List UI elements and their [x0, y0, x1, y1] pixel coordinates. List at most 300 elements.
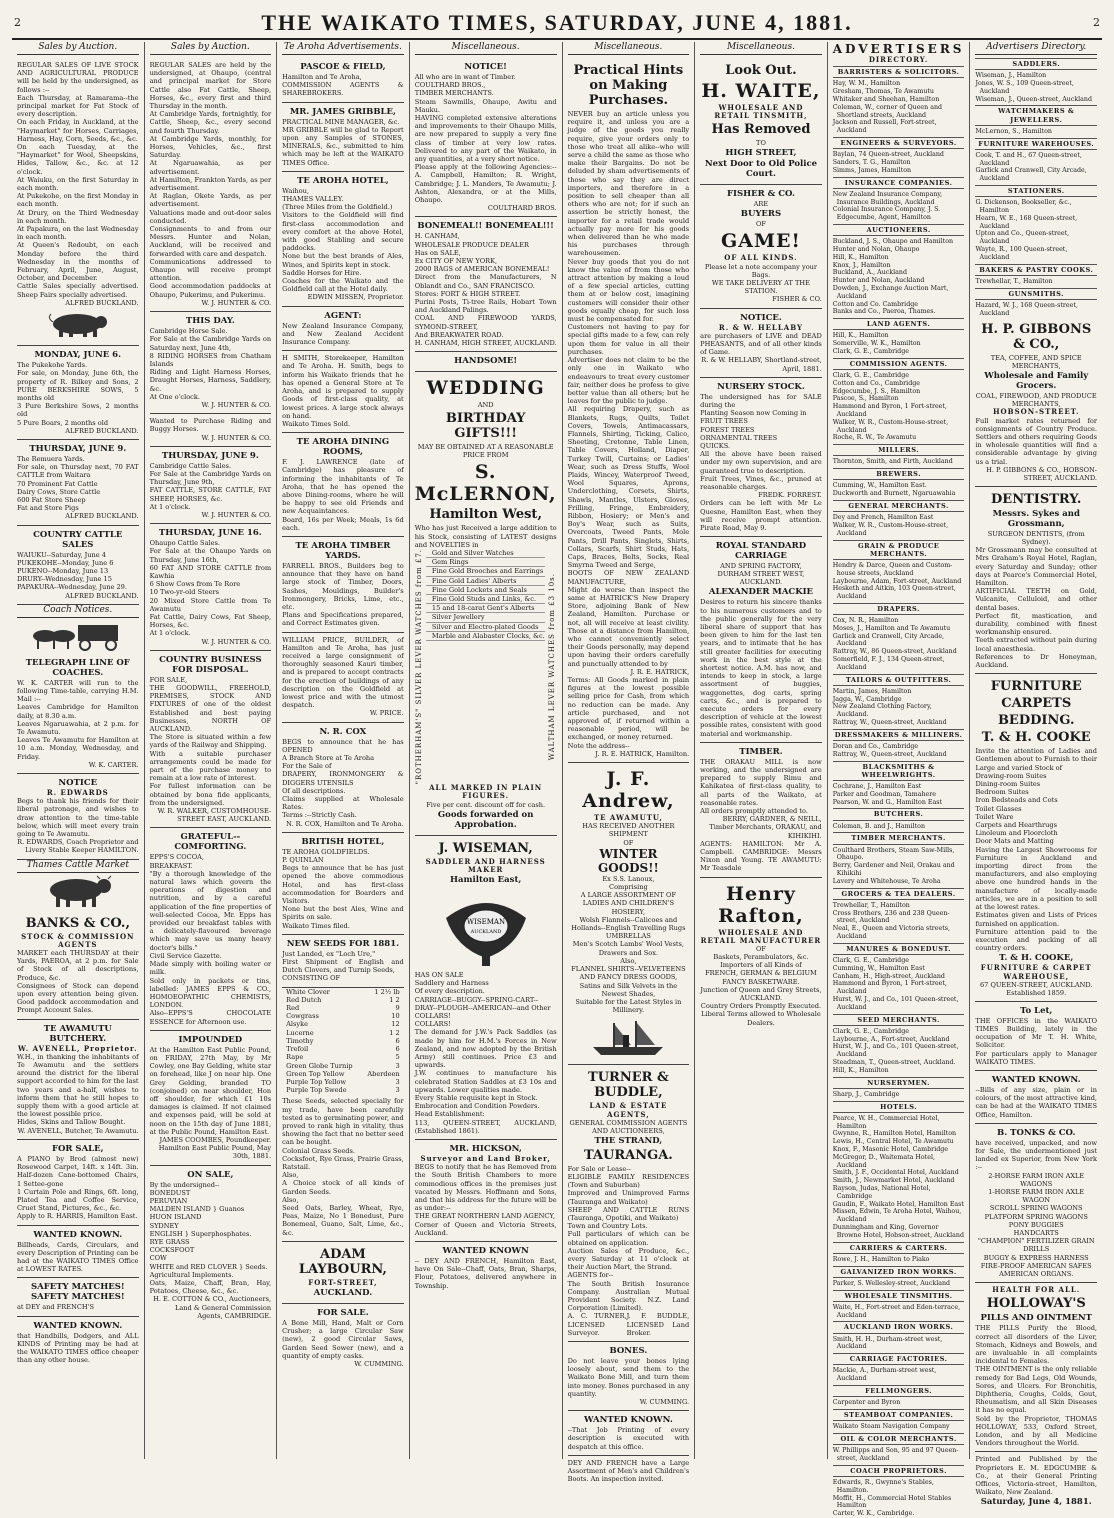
- aroha-ad-line: COMMISSION AGENTS & SHAREBROKERS.: [282, 81, 404, 98]
- auction-ad-line: At Raglan, Okete Yards, as per advertisement.: [149, 192, 272, 209]
- auction-ad-line: Cambridge Horse Sale.: [149, 327, 228, 336]
- seed-name: Purple Top Swede: [286, 1086, 347, 1095]
- directory-entry: Rattray, W., Queen-street, Auckland: [832, 719, 947, 727]
- aroha-ad: [282, 633, 404, 723]
- timber-ad: [700, 743, 822, 878]
- directory-entry: Rowe, J. H., Hamilton to Piako: [832, 1255, 930, 1263]
- gibbons-line: Full market rates returned for consignments of Country Produce. Settlers and others requiring Goods in wholesale quantities will find a considerable advantage by giving us a trial.: [975, 416, 1098, 466]
- folio-right: 2: [1093, 16, 1100, 29]
- fisher-of: OF: [755, 220, 766, 229]
- directory-entry: Duckworth and Burnett, Ngaruawahia: [832, 490, 956, 498]
- auction-ad-line: For Sale at the Cambridge Yards on Saturday next, June 4th,: [149, 335, 272, 352]
- timber-ad-heading: TIMBER.: [739, 746, 783, 757]
- aroha-ad-line: WILLIAM PRICE, BUILDER, of Hamilton and Te Aroha, has just received a large consignment of thoroughly seasoned Kauri timber, and is prepared to accept contracts for the erection of buildings of any description on the Goldfield at lowest price and with the utmost despatch.: [282, 635, 404, 710]
- seed-row: [282, 996, 404, 1004]
- directory-entry: Waikato Steam Navigation Company: [832, 1423, 950, 1431]
- auction-ad-heading: THURSDAY, JUNE 16.: [158, 528, 262, 539]
- turner-line: Town and Country Lots.: [567, 1222, 648, 1231]
- misc-ad-heading: NOTICE!: [464, 62, 507, 72]
- directory-entry: Cook, T. and H., 67 Queen-street, Auckland: [975, 151, 1082, 167]
- nursery-ad-line: Planting Season now Coming in: [700, 409, 807, 418]
- safety-ad-line: at DEY and FRENCH'S: [17, 1303, 94, 1312]
- andrew-sub: TE AWAMUTU,: [593, 813, 663, 823]
- turner-ad: [568, 1065, 690, 1342]
- auction-ad-line: Oats, Maize, Chaff, Bran, Hay, Potatoes, Cheese, &c., &c.: [149, 1279, 272, 1296]
- gibbons-sub: TEA, COFFEE, AND SPICE MERCHANTS,: [990, 354, 1082, 371]
- butchery-ad-signature: W. AVENELL, Butcher, Te Awamutu.: [17, 1126, 139, 1135]
- seed-name: Trefoil: [286, 1045, 309, 1054]
- directory-entry: Waite, H., Fort-street and Eden-terrace, Auckland: [832, 1303, 961, 1319]
- nursery-ad-line: ORNAMENTAL TREES: [700, 433, 778, 442]
- auction-ad-line: 3 Pure Berkshire Sows, 2 months old: [17, 402, 139, 419]
- wanted-ad-line: --That Job Printing of every description is executed with despatch at this office.: [567, 1426, 690, 1451]
- directory-entry: Gaudin, F., Waikato Hotel, Hamilton East: [832, 1200, 964, 1208]
- hints-terms: Terms: All Goods marked in plain figures at the lowest possible selling price for Cash, from which no reduction can be made. Any article purchased, and not approved of, if returned within a reasonable period, will be exchanged, or money returned.: [567, 676, 690, 742]
- wiseman-line: Saddlery and Harness: [414, 979, 489, 988]
- seed-price: Aberdeen: [367, 1069, 400, 1078]
- aroha-ad-line: Terms :--Strictly Cash.: [282, 811, 357, 820]
- seed-price: 3: [395, 1077, 400, 1086]
- imprint: [975, 1452, 1097, 1512]
- wedding-and: AND: [477, 401, 494, 410]
- seed-row: [282, 1078, 404, 1086]
- auction-ad-signature: H. E. COTTON & CO., Auctioneers, Land & General Commission Agents, CAMBRIDGE.: [153, 1295, 272, 1320]
- aroha-ad-line: Plans and Specifications prepared, and Correct Estimates given.: [282, 611, 404, 628]
- coach-ad-heading: TELEGRAPH LINE OF COACHES.: [25, 657, 130, 678]
- tonks-ad-line: AMERICAN ORGANS.: [999, 1270, 1074, 1278]
- directory-title: ADVERTISERS: [832, 42, 965, 56]
- fisher-are: ARE: [753, 200, 769, 209]
- seed-name: Green Globe Turnip: [286, 1061, 353, 1070]
- directory-entry: Doran and Co., Cambridge: [832, 743, 919, 751]
- column-7: [828, 42, 971, 1518]
- turner-line: ELIGIBLE FAMILY RESIDENCES (Town and Suburban): [567, 1172, 690, 1190]
- directory-entry: New Zealand Insurance Company, Insurance Buildings, Auckland: [832, 190, 943, 206]
- auction-ad-line: By the undersigned--: [149, 1180, 220, 1189]
- wiseman-line: HAS ON SALE: [414, 970, 464, 979]
- aroha-ad-line: Board, 16s per Week; Meals, 1s 6d each.: [282, 515, 404, 532]
- section-heading: Thames Cattle Market: [17, 860, 139, 873]
- auction-ad-line: For sale, on Monday, June 6th, the property of R. Bilkey and Sons, 2 PURE BERKSHIRE SOWS, 5 months old: [17, 369, 139, 402]
- turner-line: For Sale or Lease--: [567, 1164, 631, 1173]
- auction-ad: [17, 58, 139, 346]
- auction-ad-line: COW: [149, 1254, 167, 1263]
- directory-category: BAKERS & PASTRY COOKS.: [975, 264, 1097, 276]
- auction-ad-signature: W. J. HUNTER & CO.: [201, 637, 272, 646]
- wedding-heading-2: BIRTHDAY GIFTS!!!: [445, 411, 526, 442]
- directory-entry: Hunter and Nolan, Ohaupo: [832, 245, 920, 253]
- wanted1-ad-heading: WANTED KNOWN.: [33, 1229, 123, 1240]
- hellaby-ad-sub: R. & W. HELLABY: [718, 322, 803, 332]
- directory-category: LAND AGENTS.: [833, 318, 965, 330]
- auction-ad-heading: IMPOUNDED: [178, 1034, 243, 1045]
- auction-ad-line: Fat Cattle, Dairy Cows, Fat Sheep, Horses, &c.: [149, 612, 272, 630]
- auction-ad-line: At Cambridge Yards, fortnightly, for Cattle, Sheep, &c., every second and fourth Thursday.: [149, 110, 272, 135]
- hints-line: Advertiser does not claim to be the only one in Waikato who endeavours to treat every customer fair, neither does he profess to give better value than all others; but he leaves for the public to judge.: [567, 356, 690, 406]
- directory-entry: Wayte, R., 100 Queen-street, Auckland: [975, 245, 1068, 261]
- seed-row: [282, 1062, 404, 1070]
- safety-ad-heading: SAFETY MATCHES! SAFETY MATCHES!: [30, 1282, 125, 1303]
- fisher-line: WE TAKE DELIVERY AT THE STATION.: [711, 279, 810, 296]
- seed-table: [282, 988, 404, 1095]
- directory-entry: Clark, G. E., Cambridge: [832, 957, 909, 965]
- directory-entry: Baylan, 74 Queen-street, Auckland: [832, 151, 944, 159]
- auction-ad-line: At 1 o'clock.: [149, 629, 191, 638]
- section-heading: Miscellaneous.: [415, 42, 557, 55]
- hickson-line: Corner of Queen and Victoria Streets, Auckland.: [414, 1220, 557, 1237]
- auction-ad-line: At Drury, on the Third Wednesday in each month.: [17, 208, 139, 225]
- wanted2-ad: [17, 1317, 139, 1369]
- wanted1-ad: [17, 1226, 139, 1279]
- seed-row: [282, 1012, 404, 1020]
- aroha-ad-line: First Shipment of English and Dutch Clovers, and Turnip Seeds,: [282, 958, 404, 975]
- tonks-ad-line: 2-HORSE FARM IRON AXLE WAGONS: [988, 1171, 1085, 1188]
- auction-ad: [150, 524, 272, 651]
- auction-ad: [150, 312, 272, 414]
- directory-entry: Hill, K., Hamilton: [832, 253, 889, 261]
- directory-entry: Jagga, W., Cambridge: [832, 695, 902, 703]
- banks-line: MARKET each THURSDAY at their Yards, PAEROA, at 2 p.m. for Sale of Stock of all descriptions, Produce, &c.: [17, 949, 139, 982]
- aroha-ad-line: THAMES VALLEY.: [282, 195, 344, 204]
- column-5: [563, 42, 696, 1484]
- misc-ad-line: Direct from the Manufacturers, N Oblandt and Co., SAN FRANCISCO.: [414, 273, 557, 290]
- wedding-sub: MAY BE OBTAINED AT A REASONABLE PRICE FROM: [417, 443, 554, 460]
- waite-trade: WHOLESALE AND RETAIL TINSMITH,: [714, 103, 808, 121]
- wedding-item: Fine Gold Brooches and Earrings: [426, 567, 546, 576]
- auction-ad-line: For Sale at the Ohaupo Yards on Thursday, June 16th,: [149, 547, 272, 564]
- bones-ad-line: Do not leave your bones lying loosely about, send them to the Waikato Bone Mill, and turn them into money. Bones purchased in any quantity.: [567, 1356, 690, 1398]
- directory-entry: Clark, G. E., Cambridge: [832, 347, 909, 355]
- cooke-line: Door Mats and Matting: [975, 837, 1054, 846]
- wedding-item: Silver Jewellery: [426, 613, 546, 622]
- section-heading: Miscellaneous.: [568, 42, 690, 55]
- aroha-ad-line: For the Sale of: [282, 762, 332, 771]
- wedding-ad: [415, 372, 557, 835]
- misc-ad-line: HAVING completed extensive alterations and improvements to their Ohaupo Mills, are now prepared to supply a very fine class of timber at very low rates. Delivered to any part of the Waikato, in any quantities, at a very short notice.: [414, 114, 557, 164]
- butchery-ad-sub: W. AVENELL, Proprietor.: [18, 1043, 138, 1053]
- bones-ad: [568, 1342, 690, 1411]
- directory-category: WATCHMAKERS & JEWELLERS.: [975, 105, 1097, 125]
- misc-ad-line: 2000 BAGS of AMERICAN BONEMEAL!: [414, 265, 550, 274]
- misc-ad-line: H. CANHAM,: [414, 232, 460, 241]
- directory-entry: Jackson and Russell, Fort-street, Auckland: [832, 119, 937, 135]
- directory-entry: Moses, J., Hamilton and Te Awamutu: [832, 624, 951, 632]
- directory-category: BREWERS.: [833, 468, 965, 480]
- directory-category: DRESSMAKERS & MILLINERS.: [833, 729, 965, 741]
- directory-entry: Hearn, W. E., 168 Queen-street, Auckland: [975, 214, 1078, 230]
- wiseman-line: Of every description.: [414, 987, 485, 996]
- tonks-ad-line: FIRE-PROOF AMERICAN SAFES: [980, 1261, 1092, 1270]
- seeds-tail-line: Colonial Grass Seeds.: [282, 1146, 355, 1155]
- tolet-ad-line: For particulars apply to Manager WAIKATO TIMES.: [975, 1049, 1098, 1066]
- seed-name: Cowgrass: [286, 1012, 319, 1021]
- directory-entry: New Zealand Clothing Factory, Auckland.: [832, 703, 932, 719]
- tonks-ad-line: BUGGY & EXPRESS HARNESS: [983, 1253, 1089, 1262]
- directory-entry: Rayson, Judas, National Hotel, Cambridge: [832, 1184, 931, 1200]
- auction-ad-line: 70 Prominent Fat Cattle: [17, 479, 98, 488]
- directory-entry: Dunningham and King, Governor Browne Hotel, Hobson-street, Auckland: [832, 1223, 964, 1239]
- banks-line: Consignees of Stock can depend upon every attention being given. Good paddock accommodation and Prompt Account Sales.: [17, 981, 139, 1015]
- directory-entry: Canham, H., High-street, Auckland: [832, 972, 945, 980]
- dentistry-line: References to Dr Honeyman, Auckland.: [975, 652, 1098, 670]
- auction-ad-line: 60 FAT AND STORE CATTLE from Kawhia: [149, 563, 272, 580]
- aroha-ad: [282, 935, 404, 988]
- rafton-line: Junction of Queen and Grey Streets, AUCKLAND.: [700, 985, 822, 1003]
- turner-sign-right: J. F. BUDDLE, LICENSED Land Broker.: [626, 1312, 690, 1337]
- auction-ad-line: With a suitable purchaser arrangements could be made for part of the purchase money to remain at a low rate of interest.: [149, 749, 272, 783]
- waite-name: H. WAITE,: [701, 80, 821, 102]
- tolet-ad-heading: To Let,: [1020, 1005, 1053, 1016]
- directory-entry: Mackie, A., Durham-street west, Auckland: [832, 1367, 937, 1383]
- directory-entry: McGregor, D., Waitemata Hotel, Auckland: [832, 1153, 935, 1169]
- section-heading: Sales by Auction.: [150, 42, 272, 55]
- auction-ad-heading: MONDAY, JUNE 6.: [34, 350, 122, 361]
- aroha-ad: [282, 58, 404, 103]
- aroha-ad-line: None but the best brands of Ales, Wines, and Spirits kept in stock.: [282, 252, 404, 269]
- auction-ad-line: Civil Service Gazette.: [149, 951, 222, 960]
- nursery-ad-line: QUICKS.: [700, 442, 731, 451]
- directory-category: CARRIAGE FACTORIES.: [833, 1353, 965, 1365]
- directory-entry: Hurst, W. J., and Co., 101 Queen-street, Auckland: [832, 1043, 959, 1059]
- aroha-ad-line: Claims supplied at Wholesale Rates.: [282, 795, 404, 812]
- misc-ad-line: WHOLESALE PRODUCE DEALER: [414, 240, 530, 249]
- directory-subtitle: DIRECTORY.: [868, 55, 929, 64]
- auction-ad-line: Cattle Sales specially advertised. Sheep Fairs specially advertised.: [17, 282, 139, 299]
- aroha-ad-line: New Zealand Insurance Company, and New Zealand Accident Insurance Company.: [282, 321, 404, 347]
- seed-name: Alsyke: [286, 1020, 309, 1029]
- auction-ad-signature: W. J. HUNTER & CO.: [201, 400, 272, 409]
- directory-entry: Edwards, R., Gwynne's Stables, Hamilton.: [832, 1478, 934, 1494]
- gibbons-addr: HOBSON-STREET.: [992, 407, 1080, 417]
- hellaby-ad: [700, 309, 822, 378]
- misc-ad-line: Stores: FORT & HIGH STREET.: [414, 289, 521, 298]
- aroha-ad-line: PRACTICAL MINE MANAGER, &c.: [282, 117, 400, 126]
- hints-line: NEVER buy an article unless you require it, and unless you are a judge of the goods you really require, give your orders only to those who treat all alike--who will serve a child the same as those who make their Bargains. Do not be deluded by sham advertisements of those who say they are direct importers, and therefore in a position to sell cheaper than all others who are not; for if such an assertion be strictly honest, the importer for a retail trade would actually pay more for his goods when delivered than he who made his purchases through warehousemen.: [567, 110, 690, 258]
- seed-name: Purple Top Yellow: [286, 1077, 346, 1086]
- fisher-signature: FISHER & CO.: [772, 295, 822, 304]
- fisher-heading: FISHER & CO.: [726, 189, 795, 200]
- seed-price: 1 2: [389, 995, 400, 1004]
- timber-ad-line: All orders promptly attended to.: [700, 806, 808, 815]
- tonks-ad-line: SCROLL SPRING WAGONS: [989, 1204, 1083, 1213]
- piano-ad-line: Apply to R. HARRIS, Hamilton East.: [17, 1212, 138, 1221]
- auction-ad-line: Valuations made and out-door sales conducted.: [149, 208, 272, 225]
- directory-entry: Hurst, W. J., and Co., 101 Queen-street, Auckland: [832, 996, 959, 1011]
- notice-ad-sub: R. EDWARDS: [46, 788, 109, 797]
- dey-ad-line: DEY AND FRENCH have a Large Assortment of Men's and Children's Boots. An inspection invited.: [567, 1458, 690, 1484]
- turner-line: Auction Sales of Produce, &c., every Saturday at 11 o'clock at their Auction Mart, the Strand.: [567, 1246, 690, 1272]
- misc-ad-heading: HANDSOME!: [454, 356, 518, 367]
- directory-entry: Wiseman, J., Queen-street, Auckland: [975, 95, 1093, 103]
- directory-entry: Hay, W. M., Hamilton: [832, 80, 901, 88]
- directory-entry: Hazard, W. J., 168 Queen-street, Auckland: [975, 301, 1078, 317]
- rafton-sub: WHOLESALE AND RETAIL MANUFACTURER: [700, 927, 822, 945]
- aroha-ad-line: (Three Miles from the Goldfield.): [282, 203, 393, 212]
- aroha-ad-line: FARRELL BROS., Builders beg to announce that they have on hand large stock of Timber, Doors, Sashes, Mouldings, Builder's Ironmongery, Bricks, Lime, etc., etc.: [282, 561, 404, 611]
- fisher-game: GAME!: [721, 230, 801, 253]
- seed-name: Red: [286, 1004, 300, 1013]
- cooke-line: Having the Largest Showrooms for Furniture in Auckland and importing direct from the manufacturers, and also employing above one hundred hands in the manufacture of locally-made articles, we are in a position to sell at the lowest rates.: [975, 845, 1098, 912]
- andrew-ad: [568, 763, 690, 1065]
- rafton-ad: [700, 878, 822, 1031]
- directory-entry: Upton and Co., Queen-street, Auckland: [975, 230, 1070, 246]
- auction-ad-line: For fullest information can be obtained by bona fide applicants, from the undersigned.: [149, 782, 272, 807]
- aroha-ad-line: F. J. LAWRENCE (late of Cambridge) has pleasure of informing the inhabitants of Te Aroha, that he has opened the above Dining-rooms, where he will be happy to see old Friends and new Acquaintances.: [282, 458, 404, 516]
- directory-category: SEED MERCHANTS.: [833, 1014, 965, 1026]
- auction-ad-line: At Queen's Redoubt, on each Monday before the third Wednesday in the months of February, April, June, August, October, and December.: [17, 241, 139, 283]
- tonks-ad-heading: B. TONKS & CO.: [997, 1127, 1076, 1138]
- seeds-tail-line: A Choice stock of all kinds of Garden Seeds.: [282, 1179, 404, 1196]
- coach-ad-signature: W. K. CARTER.: [88, 760, 139, 769]
- fisher-allkinds: OF ALL KINDS.: [724, 253, 798, 263]
- misc-ad-line: COULTHARD BROS.,: [414, 81, 486, 90]
- directory-entry: Cox, N. R., Hamilton: [832, 617, 899, 625]
- andrew-line: Wolsh Flannels--Calicoes and Hollands--English Travelling Rugs: [571, 915, 686, 933]
- aroha-ad-line: Waikato Times filed.: [282, 921, 350, 930]
- seeds-tail-line: Cocksfoot, Rye Grass, Prairie Grass, Ratstail.: [282, 1154, 404, 1171]
- wiseman-line: The demand for J.W.'s Pack Saddles (as made by him for H.M.'s Forces in New Zealand, and now adopted by the British Army) still continues. Price £3 and upwards.: [414, 1028, 557, 1070]
- hickson-line: THE GREAT NORTHERN LAND AGENCY,: [414, 1212, 556, 1221]
- seed-row: [282, 1029, 404, 1037]
- aroha-ad-line: None but the best Ales, Wine and Spirits on sale.: [282, 905, 404, 922]
- aroha-ad-line: Waikato Times Sold.: [282, 419, 351, 428]
- seeds-tail-line: Also,: [282, 1195, 299, 1204]
- auction-ad-signature: W. R. WALKER, CUSTOMHOUSE-STREET EAST, AUCKLAND.: [157, 807, 272, 824]
- rafton-line: Country Orders Promptly Executed.: [700, 1002, 822, 1011]
- directory-entry: Edgecumbe, J. S., Hamilton: [832, 387, 921, 395]
- aroha-ad: [282, 103, 404, 172]
- auction-ad-line: "By a thorough knowledge of the natural laws which govern the operations of digestion and nutrition, and by a careful application of the fine properties of well-selected Cocoa, Mr. Epps has provided our breakfast tables with a delicately-flavoured beverage which may save us many heavy doctor's bills.": [149, 869, 272, 952]
- auction-ad-line: THE GOODWILL, FREEHOLD, PREMISES, STOCK AND FIXTURES of one of the oldest Established and best paying Businesses, NORTH OF AUCKLAND.: [149, 684, 272, 734]
- directory-entry: Gwynne, R., Hamilton Hotel, Hamilton: [832, 1130, 957, 1138]
- bull-illustration: [38, 876, 118, 908]
- wiseman-line: Head Establishment:: [414, 1110, 485, 1119]
- directory-entry: Neal, E., Queen and Victoria streets, Auckland: [832, 925, 950, 941]
- directory-category: TAILORS & OUTFITTERS.: [833, 674, 965, 686]
- auction-ad: [150, 414, 272, 447]
- directory-entry: Hesketh and Aitkin, 103 Queen-street, Auckland: [832, 585, 956, 601]
- coach-ad: [17, 654, 139, 774]
- auction-ad-line: The Store is situated within a few yards of the Railway and Shipping.: [149, 733, 272, 750]
- fisher-buyers: BUYERS: [740, 209, 782, 220]
- timber-ad-signature: BERRY, GARDNER, & NEILL, Timber Merchants, ORAKAU, and KIHIKIHI.: [709, 815, 822, 840]
- auction-ad-line: ENGLISH } Superphosphates.: [149, 1229, 252, 1238]
- svg-text:AUCKLAND: AUCKLAND: [470, 928, 501, 935]
- nursery-ad-line: FRUIT TREES: [700, 417, 748, 426]
- auction-ad-line: WHITE and RED CLOVER } Seeds.: [149, 1262, 268, 1271]
- hellaby-ad-signature: R. & W. HELLABY, Shortland-street, April, 1881.: [701, 356, 822, 373]
- auction-ad-line: Each Thursday, at Ramarama--the principal market for Fat Stock of every description.: [17, 93, 139, 119]
- directory-entry: Carter, W. K., Cambridge.: [832, 1510, 915, 1518]
- misc-ad: [415, 352, 557, 372]
- aroha-ad-line: MR GRIBBLE will be glad to Report upon any Samples of STONES, MINERALS, &c., submitted to him which may be left at the WAIKATO TIMES Office.: [282, 125, 404, 167]
- directory-entry: Knox, J., Hamilton: [832, 261, 891, 269]
- directory-category: NURSERYMEN.: [833, 1077, 965, 1089]
- directory-category: OIL & COLOR MERCHANTS.: [833, 1433, 965, 1445]
- gibbons-signature: H. P. GIBBONS & CO., HOBSON-STREET, AUCKLAND.: [986, 465, 1098, 482]
- carriage-name: ALEXANDER MACKIE: [708, 587, 814, 598]
- directory-entry: Coleman, B. and J., Hamilton: [832, 822, 926, 830]
- directory-entry: Hammond and Byron, 1 Fort-street, Auckland: [832, 403, 947, 418]
- aroha-ad-heading: PASCOE & FIELD,: [300, 62, 386, 72]
- auction-ad-line: PUKENO--Monday, June 13: [17, 566, 109, 575]
- directory-category: INSURANCE COMPANIES.: [833, 177, 965, 189]
- wiseman-heading: J. WISEMAN,: [438, 840, 533, 856]
- auction-ad-line: 6 Show Cows from Te Rore: [149, 580, 241, 589]
- turner-line: Improved and Unimproved Farms (Tauranga and Waikato): [567, 1189, 690, 1206]
- andrew-line: SHIPMENT: [608, 830, 648, 839]
- rafton-line: Liberal Terms allowed to Wholesale Dealers.: [701, 1010, 821, 1027]
- directory-entry: G. Dickenson, Bookseller, &c., Hamilton: [975, 199, 1072, 214]
- aroha-ad-signature: EDWIN MISSEN, Proprietor.: [307, 293, 404, 302]
- wiseman-line: CARRIAGE--BUGGY--SPRING-CART--DRAY--PLOUGH--AMERICAN--and Other: [414, 995, 551, 1012]
- seed-price: 3: [395, 1061, 400, 1070]
- directory-category: COACH PROPRIETORS.: [833, 1465, 965, 1477]
- auction-ad-signature: W. J. HUNTER & CO.: [201, 298, 272, 307]
- auction-ad-line: WAIUKU--Saturday, June 4: [17, 550, 106, 559]
- wantedknown-ad-heading: WANTED KNOWN.: [991, 1074, 1081, 1085]
- wiseman-line: 113, QUEEN-STREET, AUCKLAND, (Established 1861).: [414, 1118, 557, 1135]
- auction-ad-line: At Cambridge Yards, monthly, for Horses, Vehicles, &c., first Saturday.: [149, 134, 272, 160]
- hickson-heading: MR. HICKSON,: [449, 1144, 522, 1155]
- coach-ad-line: Leaves Ngaruawahia, at 2 p.m. for Te Awamutu.: [17, 719, 139, 736]
- cooke-line: Carpets and Hearthrugs: [975, 821, 1057, 830]
- carriage-ad: [700, 537, 822, 742]
- directory-category: CARRIERS & CARTERS.: [833, 1242, 965, 1254]
- misc-ad-heading: BONEMEAL!! BONEMEAL!!!: [417, 221, 554, 232]
- auction-ad-heading: COUNTRY CATTLE SALES: [33, 529, 123, 550]
- seed-name: Rape: [286, 1053, 304, 1062]
- cooke-line: Drawing-room Suites: [975, 771, 1047, 780]
- fisher-line: Please let a note accompany your Bags.: [704, 262, 818, 279]
- directory-category: BLACKSMITHS & WHEELWRIGHTS.: [833, 761, 965, 781]
- carriage-line: Desires to return his sincere thanks to his numerous customers and to the public generally for the very liberal share of support that has been given to him for the last ten years, and to intimate that he has still greater facilities for executing work in the best style at the shortest notice. A.M. has now, and intends to keep in stock, a large assortment of buggies, waggonettes, dog carts, spring carts, &c., and is prepared to execute orders for every description of vehicle at the lowest possible rates, consistent with good material and workmanship.: [700, 598, 822, 738]
- turner-line: SHEEP AND CATTLE RUNS (Tauranga, Opotiki, and Waikato): [567, 1205, 690, 1222]
- auction-ad-line: BONEDUST: [149, 1188, 191, 1197]
- directory-entry: Coleman, W., corner of Queen and Shortland streets, Auckland: [832, 103, 943, 119]
- banks-ad: [17, 911, 139, 1020]
- directory-entry: Cotton and Co., Cambridge: [832, 379, 920, 387]
- hints-line: All requiring Drapery, such as Blankets, Rugs, Quilts, Toilet Covers, Towels, Antimacassars, Flannels, Shirting, Ticking, Calico, Sheeting, Cretonne, Table Linen, Table Covers, Holland, Diaper, Turkey Twill, Curtains; or Ladies' Wear, such as Dress Stuffs, Wool Plaids, Wincey, Waterproof Tweed, Wool Squares, Aprons, Underclothing, Corsets, Shirts, Shawls, Mantles, Ulsters, Gloves, Frilling, Fringe, Embroidery, Ribbon, Hosiery; or Men's and Boy's Wear, such as Suits, Overcoats, Tweed Pants, Mole Pants, Drill Pants, Singlets, Shirts, Collars, Scarfs, Shirt Studs, Hats, Caps, Braces, Belts, Socks, Real Smyrna Tweed and Serge,: [567, 405, 690, 570]
- seed-price: 6: [395, 1045, 400, 1054]
- auction-ad-line: 20 Mixed Store Cattle from Te Awamutu: [149, 596, 272, 613]
- notice-ad-signature: R. EDWARDS, Coach Proprietor and Livery Stable Keeper HAMILTON.: [17, 838, 139, 855]
- aroha-ad: [282, 833, 404, 935]
- coach-ad-line: W. K. CARTER will run to the following Time-table, carrying H.M. Mail :--: [17, 678, 139, 704]
- hickson-sub: Surveyor and Land Broker,: [420, 1154, 551, 1164]
- seed-row: [282, 988, 404, 996]
- directory-entry: Missen, Edwin, Te Aroha Hotel, Waihou, Auckland: [832, 1208, 962, 1224]
- cooke-h2: CARPETS: [1001, 696, 1072, 712]
- nursery-ad-signature: FREDK. FORREST.: [758, 491, 822, 500]
- directory-category: AUCKLAND IRON WORKS.: [833, 1321, 965, 1333]
- gibbons-heading: H. P. GIBBONS & CO.,: [981, 322, 1092, 353]
- svg-text:WISEMAN: WISEMAN: [466, 917, 505, 926]
- auction-ad: [150, 447, 272, 524]
- auction-ad-signature: W. J. HUNTER & CO.: [201, 433, 272, 442]
- seeds-tail-line: Seed Oats, Barley, Wheat, Rye, Peas, Maize, No 1 Bonedust, Pure Bonemeal, Guano, Salt, Lime, &c., &c.: [282, 1203, 404, 1237]
- seed-row: [282, 1053, 404, 1061]
- wedding-town: Hamilton West,: [429, 507, 542, 523]
- auction-ad-heading: THIS DAY.: [185, 316, 235, 327]
- andrew-line: FLANNEL SHIRTS--VELVETEENS AND FANCY DRESS GOODS,: [571, 965, 686, 982]
- seed-name: Red Dutch: [286, 995, 322, 1004]
- directory-entry: Smith, J., Newmarket Hotel, Auckland: [832, 1177, 955, 1185]
- wanted-ad: [568, 1411, 690, 1456]
- nursery-ad-line: FOREST TREES: [700, 425, 755, 434]
- forsale-ad: [282, 1304, 404, 1372]
- nursery-ad-line: All the above have been raised under my own supervision, and are guaranteed true to description.: [700, 450, 822, 475]
